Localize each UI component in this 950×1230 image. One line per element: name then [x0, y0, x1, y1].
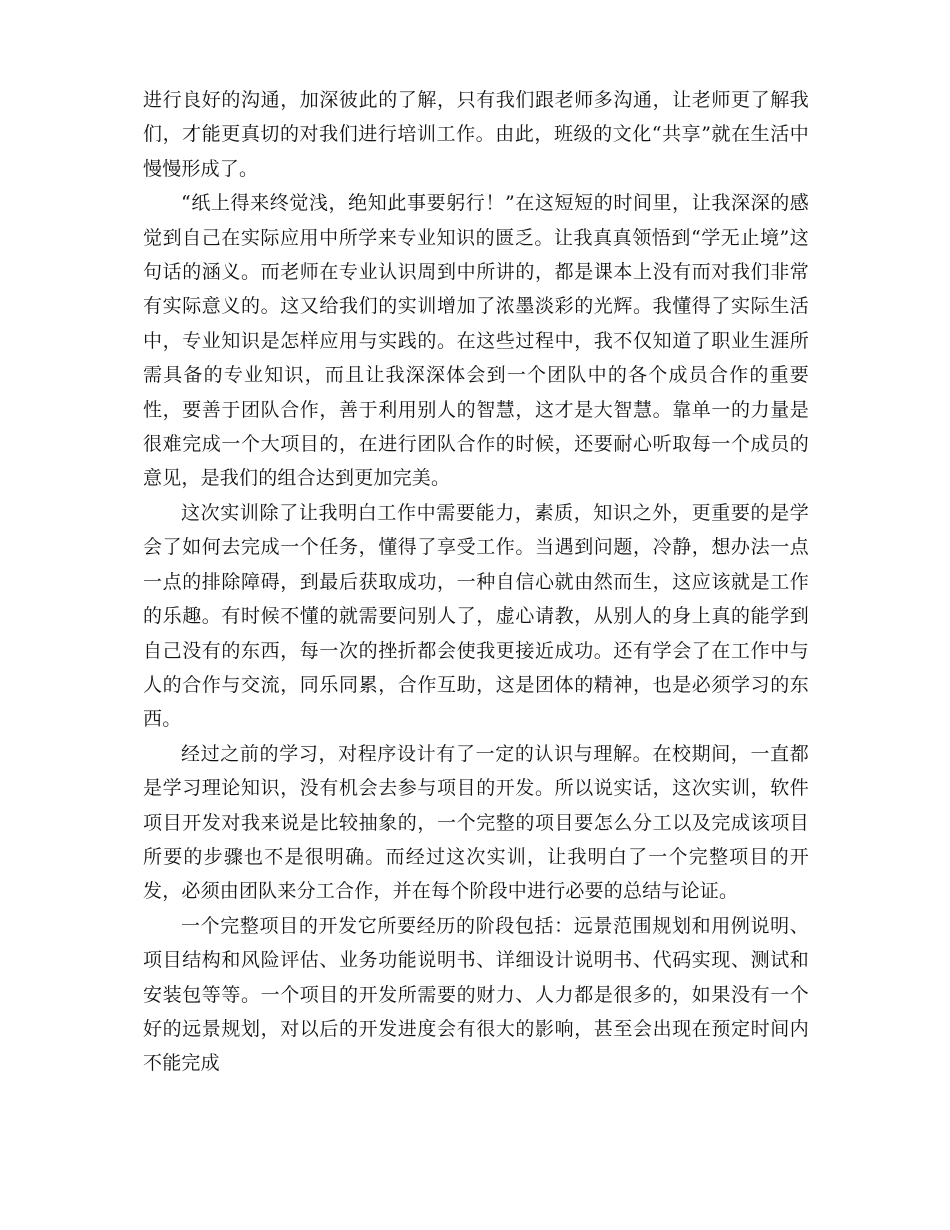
paragraph-continuation: 进行良好的沟通，加深彼此的了解，只有我们跟老师多沟通，让老师更了解我们，才能更真切的对我们进行培训工作。由此，班级的文化“共享”就在生活中慢慢形成了。 [143, 89, 809, 180]
paragraph-work-lessons: 这次实训除了让我明白工作中需要能力，素质，知识之外，更重要的是学会了如何去完成一个任务，懂得了享受工作。当遇到问题，冷静，想办法一点一点的排除障碍，到最后获取成功，一种自信心就由然而生，这应该就是工作的乐趣。有时候不懂的就需要问别人了，虚心请教，从别人的身上真的能学到自己没有的东西，每一次的挫折都会使我更接近成功。还有学会了在工作中与人的合作与交流，同乐同累，合作互助，这是团体的精神，也是必须学习的东西。 [143, 501, 809, 731]
paragraph-software-project: 经过之前的学习，对程序设计有了一定的认识与理解。在校期间，一直都是学习理论知识，没有机会去参与项目的开发。所以说实话，这次实训，软件项目开发对我来说是比较抽象的，一个完整的项目要怎么分工以及完成该项目所要的步骤也不是很明确。而经过这次实训，让我明白了一个完整项目的开发，必须由团队来分工合作，并在每个阶段中进行必要的总结与论证。 [143, 742, 809, 903]
paragraph-practice-insight: “纸上得来终觉浅，绝知此事要躬行！”在这短短的时间里，让我深深的感觉到自己在实际应用中所学来专业知识的匮乏。让我真真领悟到“学无止境”这句话的涵义。而老师在专业认识周到中所讲的，都是课本上没有而对我们非常有实际意义的。这又给我们的实训增加了浓墨淡彩的光辉。我懂得了实际生活中，专业知识是怎样应用与实践的。在这些过程中，我不仅知道了职业生涯所需具备的专业知识，而且让我深深体会到一个团队中的各个成员合作的重要性，要善于团队合作，善于利用别人的智慧，这才是大智慧。靠单一的力量是很难完成一个大项目的，在进行团队合作的时候，还要耐心听取每一个成员的意见，是我们的组合达到更加完美。 [143, 192, 809, 490]
document-body [143, 83, 809, 1081]
paragraph-project-stages: 一个完整项目的开发它所要经历的阶段包括：远景范围规划和用例说明、项目结构和风险评估、业务功能说明书、详细设计说明书、代码实现、测试和安装包等等。一个项目的开发所需要的财力、人力都是很多的，如果没有一个好的远景规划，对以后的开发进度会有很大的影响，甚至会出现在预定时间内不能完成 [143, 914, 809, 1075]
